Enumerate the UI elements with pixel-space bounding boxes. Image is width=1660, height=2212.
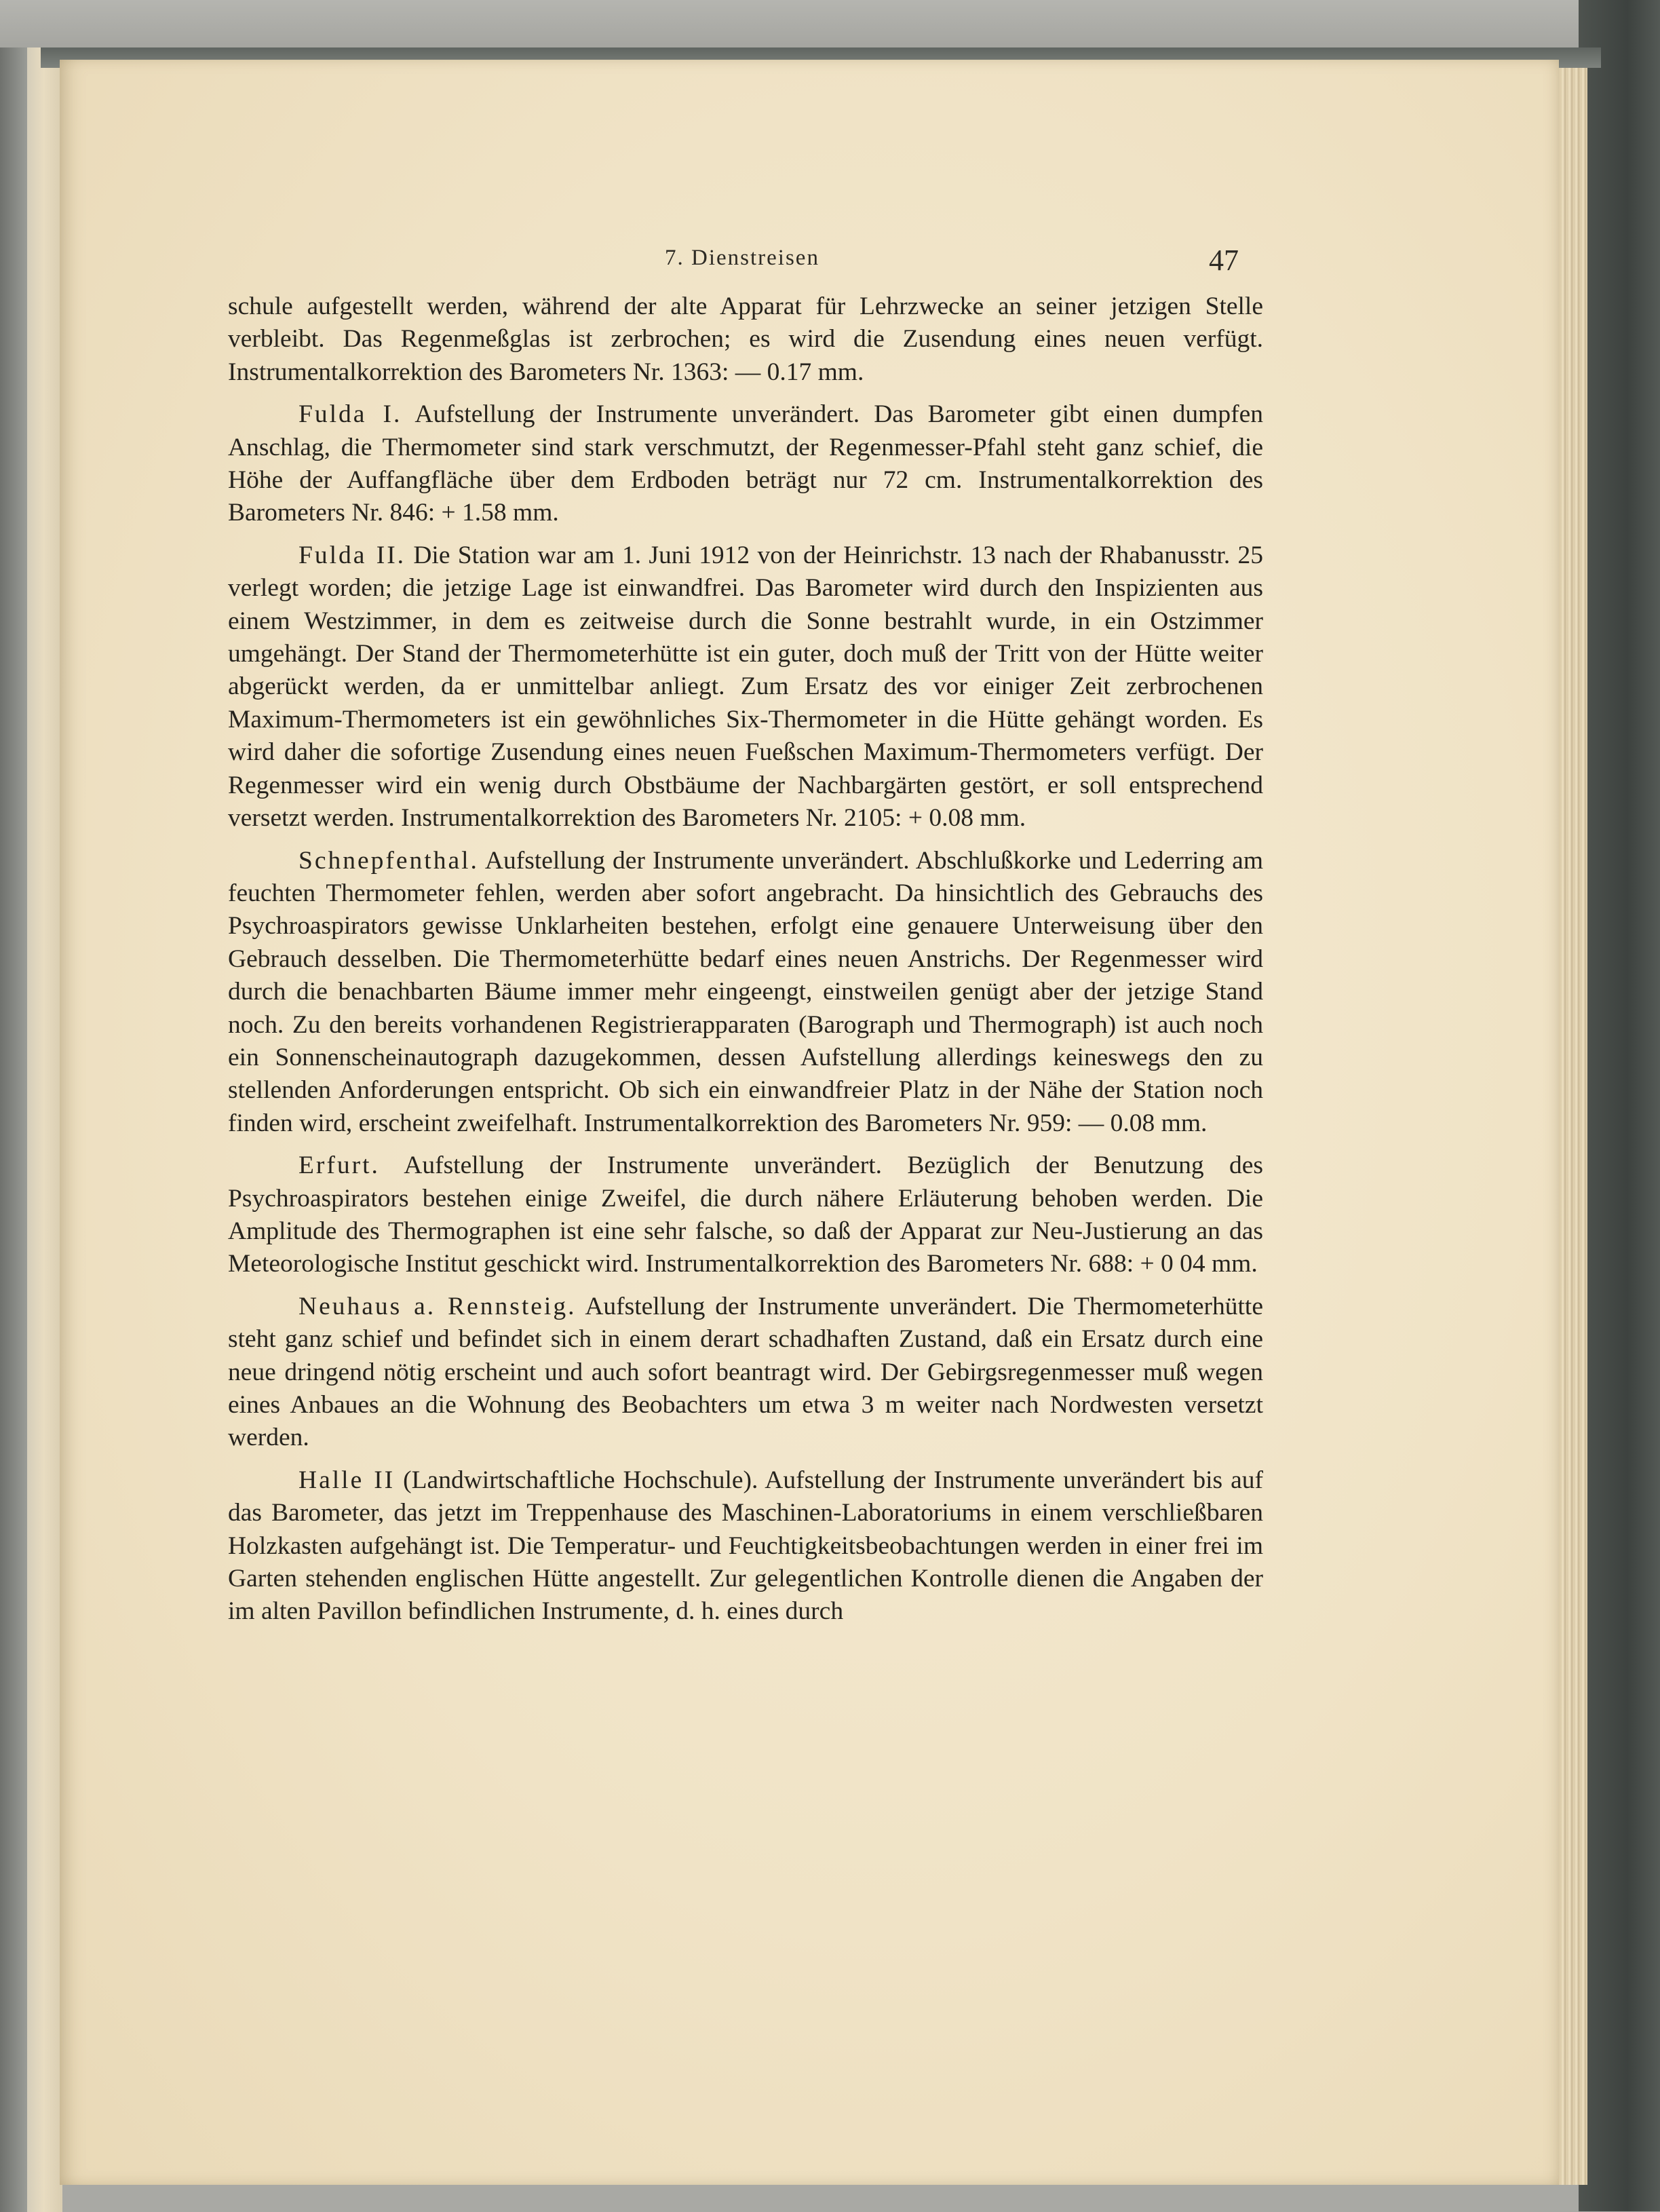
paragraph — [228, 1291, 1263, 1455]
book-cover-left — [0, 47, 27, 2212]
place-name: Neuhaus a. Rennsteig. — [298, 1292, 577, 1320]
paragraph — [228, 398, 1263, 530]
place-name: Fulda II. — [298, 541, 406, 569]
paragraph-text: Aufstellung der Instrumente unverändert. Die Thermometerhütte steht ganz schief und befindet sich in einem derart schadhaften Zustand, daß ein Ersatz durch eine neue dringend nötig erscheint und auch sofort beantragt wird. Der Gebirgsregenmesser muß wegen eines Anbaues an die Wohnung des Beobachters um etwa 3 m weiter nach Nordwesten versetzt werden. — [228, 1292, 1263, 1452]
place-name: Schnepfenthal. — [298, 846, 479, 875]
paragraph-text: Aufstellung der Instrumente unverändert. Bezüglich der Benutzung des Psychroaspirators bestehen einige Zweifel, die durch nähere Erläuterung behoben werden. Die Amplitude des Thermographen ist eine sehr falsche, so daß der Apparat zur Neu-Justierung an das Meteorologische Institut geschickt wird. Instrumentalkorrektion des Barometers Nr. 688: + 0 04 mm. — [228, 1151, 1263, 1278]
paragraph-text: schule aufgestellt werden, während der alte Apparat für Lehrzwecke an seiner jetzigen Stelle verbleibt. Das Regenmeßglas ist zerbrochen; es wird die Zusendung eines neuen verfügt. Instrumentalkorrektion des Barometers Nr. 1363: — 0.17 mm. — [228, 292, 1263, 386]
paragraph-text: Aufstellung der Instrumente unverändert. Das Barometer gibt einen dumpfen Anschlag, die Thermometer sind stark verschmutzt, der Regenmesser-Pfahl steht ganz schief, die Höhe der Auffangfläche über dem Erdboden beträgt nur 72 cm. Instrumentalkorrektion des Barometers Nr. 846: + 1.58 mm. — [228, 400, 1263, 527]
body-text — [228, 290, 1263, 1628]
paragraph-text: Aufstellung der Instrumente unverändert. Abschlußkorke und Lederring am feuchten Thermometer fehlen, werden aber sofort angebracht. Da hinsichtlich des Gebrauchs des Psychroaspirators gewisse Unklarheiten bestehen, erfolgt eine genauere Unterweisung über den Gebrauch desselben. Die Thermometerhütte bedarf eines neuen Anstrichs. Der Regenmesser wird durch die benachbarten Bäume immer mehr eingeengt, einstweilen genügt aber der jetzige Stand noch. Zu den bereits vorhandenen Registrierapparaten (Barograph und Thermograph) ist auch noch ein Sonnenscheinautograph dazugekommen, dessen Aufstellung allerdings keineswegs den zu stellenden Anforderungen entspricht. Ob sich ein einwandfreier Platz in der Nähe der Station noch finden wird, erscheint zweifelhaft. Instrumentalkorrektion des Barometers Nr. 959: — 0.08 mm. — [228, 846, 1263, 1137]
page-number: 47 — [1209, 244, 1239, 277]
book-cover-top — [0, 0, 1660, 54]
place-name: Erfurt. — [298, 1151, 380, 1180]
paragraph-text: Die Station war am 1. Juni 1912 von der Heinrichstr. 13 nach der Rhabanusstr. 25 verlegt worden; die jetzige Lage ist einwandfrei. Das Barometer wird durch den Inspizienten aus einem Westzimmer, in dem es zeitweise durch die Sonne bestrahlt wurde, in ein Ostzimmer umgehängt. Der Stand der Thermometerhütte ist ein guter, doch muß der Tritt von der Hütte weiter abgerückt werden, da er unmittelbar anliegt. Zum Ersatz des vor einiger Zeit zerbrochenen Maximum-Thermometers ist ein gewöhnliches Six-Thermometer in die Hütte gehängt worden. Es wird daher die sofortige Zusendung eines neuen Fueßschen Maximum-Thermometers verfügt. Der Regenmesser wird ein wenig durch Obstbäume der Nachbargärten gestört, er soll entsprechend versetzt werden. Instrumentalkorrektion des Barometers Nr. 2105: + 0.08 mm. — [228, 541, 1263, 833]
paragraph — [228, 1149, 1263, 1281]
running-head: 7. Dienstreisen — [665, 246, 819, 270]
place-name: Halle II — [298, 1466, 395, 1494]
paragraph — [228, 845, 1263, 1141]
paragraph — [228, 290, 1263, 389]
paragraph-text: (Landwirtschaftliche Hochschule). Aufstellung der Instrumente unverändert bis auf das Barometer, das jetzt im Treppenhause des Maschinen-Laboratoriums in einem verschließbaren Holzkasten aufgehängt ist. Die Temperatur- und Feuchtigkeitsbeobachtungen werden in einer frei im Garten stehenden englischen Hütte angestellt. Zur gelegentlichen Kontrolle dienen die Angaben der im alten Pavillon befindlichen Instrumente, d. h. eines durch — [228, 1466, 1263, 1626]
paragraph — [228, 1464, 1263, 1628]
place-name: Fulda I. — [298, 400, 402, 429]
book-cover-right — [1579, 0, 1660, 2211]
page-header — [665, 246, 1239, 286]
paragraph — [228, 539, 1263, 835]
